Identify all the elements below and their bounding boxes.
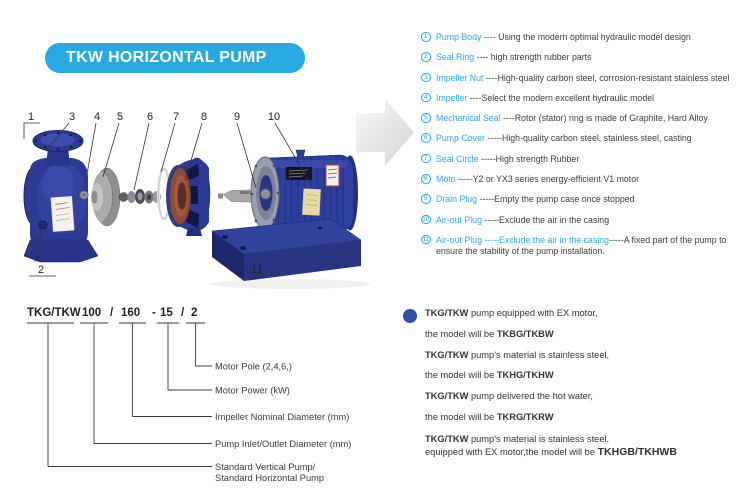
code-label-standard-horizontal: Standard Horizontal Pump — [215, 473, 325, 483]
model-variants — [425, 303, 755, 460]
nameplate-sticker — [51, 196, 74, 231]
parts-list-item — [421, 154, 755, 165]
parts-list-item — [421, 113, 755, 124]
item-number-badge: 8 — [421, 174, 431, 184]
part-name: Pump Body — [436, 32, 482, 42]
drain-plug — [39, 221, 47, 229]
part-description: ----Select the modern excellent hydraulic model — [467, 92, 655, 103]
part-description: -----High strength Rubber — [478, 153, 580, 164]
bullet-icon — [403, 309, 417, 323]
model-segment: / — [181, 307, 185, 319]
model-code: TKBG/TKBW — [496, 328, 554, 339]
variant-ex-motor: TKG/TKW pump equipped with EX motor, the model will be TKBG/TKBW — [425, 308, 598, 339]
code-label-motor-pole: Motor Pole (2,4,6,) — [215, 361, 292, 372]
code-label-standard-vertical: Standard Vertical Pump/ — [215, 462, 316, 472]
code-label-inlet-outlet: Pump Inlet/Outlet Diameter (mm) — [215, 439, 352, 449]
item-number-badge: 4 — [421, 93, 431, 103]
model-segment: TKG/TKW — [27, 307, 81, 319]
mechanical-seal-parts — [119, 189, 161, 204]
model-segment: / — [110, 307, 114, 319]
part-label-7: 7 — [172, 111, 180, 123]
parts-list-item — [421, 174, 755, 185]
part-description: ---- high strength rubber parts — [474, 52, 592, 63]
parts-list-item — [421, 52, 755, 63]
parts-list-item — [421, 194, 755, 205]
part-description: -----Exclude the air in the casing — [481, 214, 610, 225]
part-label-6: 6 — [146, 111, 154, 123]
impeller-nut — [80, 191, 88, 199]
part-label-11: 11 — [251, 264, 263, 276]
item-number-badge: 5 — [421, 113, 431, 123]
motor-yellow-label — [302, 189, 320, 216]
part-label-5: 5 — [116, 111, 124, 123]
item-number-badge: 1 — [421, 32, 431, 42]
part-name: Air-out Plug — [436, 214, 482, 225]
parts-list — [421, 32, 755, 267]
part-description: ---- Using the modern optimal hydraulic model design — [481, 32, 691, 42]
part-name: Pump Cover — [436, 133, 485, 144]
part-label-10: 10 — [267, 111, 281, 123]
item-number-badge: 9 — [421, 194, 431, 204]
code-label-impeller-diameter: Impeller Nominal Diameter (mm) — [215, 412, 350, 422]
part-description: -----A fixed part of the pump to ensure the stability of the pump installation. — [436, 234, 727, 257]
item-number-badge: 2 — [421, 52, 431, 62]
parts-list-item — [421, 32, 755, 43]
model-code: TKRG/TKRW — [496, 411, 554, 422]
right-arrow-icon — [356, 99, 414, 166]
code-label-motor-power: Motor Power (kW) — [215, 385, 290, 396]
part-description: ----Rotor (stator) ring is made of Graphite, Hard Alloy — [500, 113, 708, 124]
part-description: -----Y2 or YX3 series energy-efficient V1 motor — [455, 174, 640, 185]
motor-red-sticker — [326, 165, 339, 186]
part-description: -----Empty the pump case once stopped — [477, 194, 635, 205]
pump-exploded-diagram — [0, 0, 430, 300]
variant-stainless: TKG/TKW pump's material is stainless steel, the model will be TKHG/TKHW — [425, 349, 610, 381]
parts-list-item — [421, 93, 755, 104]
model-segment: 100 — [82, 307, 102, 319]
part-label-8: 8 — [200, 111, 208, 123]
model-code-diagram — [0, 300, 360, 500]
part-label-9: 9 — [233, 111, 241, 123]
part-name: Air-out Plug -----Exclude the air in the casing — [436, 234, 610, 245]
part-label-3: 3 — [68, 111, 76, 123]
model-segment: 2 — [191, 307, 198, 319]
part-description: -----High-quality carbon steel, stainless steel, casting — [484, 133, 692, 144]
model-code: TKHGB/TKHWB — [597, 446, 677, 459]
variant-stainless-ex: TKG/TKW pump's material is stainless steel, equipped with EX motor,the model will be TKHGB/TKHWB — [425, 433, 677, 459]
part-name: Seal Circle — [436, 153, 479, 164]
base-plate — [210, 219, 370, 289]
part-name: Moto — [436, 174, 456, 185]
model-segment: - — [152, 307, 156, 319]
part-name: Impeller — [436, 92, 468, 103]
part-label-2: 2 — [37, 264, 45, 276]
item-number-badge: 6 — [421, 133, 431, 143]
variant-hot-water: TKG/TKW pump delivered the hot water, the model will be TKRG/TKRW — [425, 391, 593, 422]
parts-list-item — [421, 235, 748, 258]
part-description: ----High-quality carbon steel, corrosion-resistant stainless steel — [483, 72, 730, 83]
model-code: TKHG/TKHW — [496, 370, 554, 381]
code-connector-lines — [48, 323, 212, 467]
parts-list-item — [421, 73, 755, 84]
part-name: Impeller Nut — [436, 72, 484, 83]
item-number-badge: 11 — [422, 235, 430, 243]
item-number-badge: 7 — [421, 154, 431, 164]
part-label-1: 1 — [27, 111, 35, 123]
model-segment: 160 — [121, 307, 141, 319]
parts-list-item — [421, 215, 755, 226]
page-title: TKW HORIZONTAL PUMP — [66, 49, 267, 66]
part-name: Mechanical Seal — [436, 113, 501, 124]
part-label-4: 4 — [93, 111, 101, 123]
part-name: Drain Plug — [436, 194, 478, 205]
parts-list-item — [421, 133, 755, 144]
impeller — [91, 168, 120, 226]
model-segment: 15 — [160, 307, 173, 319]
item-number-badge: 10 — [422, 215, 430, 223]
part-name: Seal Ring — [436, 52, 475, 63]
item-number-badge: 3 — [421, 73, 431, 83]
